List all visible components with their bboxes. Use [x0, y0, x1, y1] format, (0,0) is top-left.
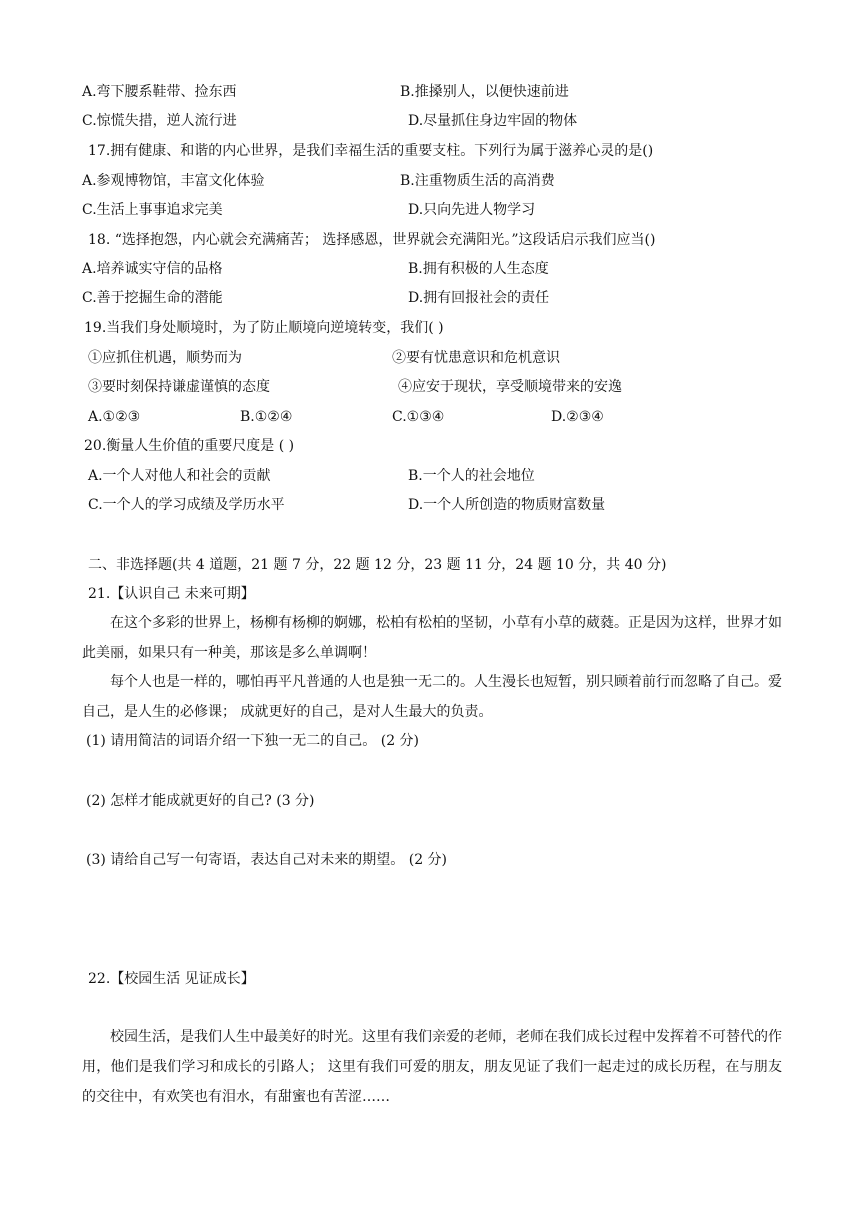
- q19-option-d: D.②③④: [551, 409, 604, 425]
- q19-statement-3: ③要时刻保持谦虚谨慎的态度: [88, 379, 270, 395]
- q20-option-b: B.一个人的社会地位: [408, 468, 535, 484]
- q17-option-a: A.参观博物馆，丰富文化体验: [82, 173, 265, 189]
- q21-paragraph-1: 在这个多彩的世界上，杨柳有杨柳的婀娜，松柏有松柏的坚韧，小草有小草的葳蕤。正是因为这样，世界才如此美丽，如果只有一种美，那该是多么单调啊！: [82, 615, 782, 661]
- q21-subquestion-3: (3) 请给自己写一句寄语，表达自己对未来的期望。 (2 分): [86, 852, 448, 868]
- q16-option-c: C.惊慌失措，逆人流行进: [82, 113, 237, 129]
- q19-statement-4: ④应安于现状，享受顺境带来的安逸: [398, 379, 622, 395]
- q20-option-a: A.一个人对他人和社会的贡献: [88, 468, 271, 484]
- q20-stem: 20.衡量人生价值的重要尺度是 ( ): [84, 438, 295, 454]
- q18-stem: 18. “选择抱怨，内心就会充满痛苦； 选择感恩，世界就会充满阳光。”这段话启示我们应当(): [88, 232, 656, 248]
- q21-title: 21.【认识自己 未来可期】: [88, 586, 255, 602]
- q20-option-c: C.一个人的学习成绩及学历水平: [88, 497, 285, 513]
- q18-option-d: D.拥有回报社会的责任: [408, 290, 550, 306]
- q16-option-d: D.尽量抓住身边牢固的物体: [408, 113, 578, 129]
- q19-statement-1: ①应抓住机遇，顺势而为: [88, 350, 242, 366]
- q17-option-c: C.生活上事事追求完美: [82, 202, 223, 218]
- q19-statement-2: ②要有忧患意识和危机意识: [392, 350, 560, 366]
- q21-subquestion-1: (1) 请用简洁的词语介绍一下独一无二的自己。 (2 分): [86, 733, 420, 749]
- q19-stem: 19.当我们身处顺境时，为了防止顺境向逆境转变，我们( ): [84, 320, 444, 336]
- q19-option-c: C.①③④: [392, 409, 445, 425]
- q17-option-d: D.只向先进人物学习: [408, 202, 536, 218]
- q20-option-d: D.一个人所创造的物质财富数量: [408, 497, 606, 513]
- q19-option-b: B.①②④: [240, 409, 293, 425]
- q21-subquestion-2: (2) 怎样才能成就更好的自己? (3 分): [86, 793, 315, 809]
- q16-option-b: B.推搡别人，以便快速前进: [400, 84, 569, 100]
- q17-stem: 17.拥有健康、和谐的内心世界，是我们幸福生活的重要支柱。下列行为属于滋养心灵的是(): [88, 143, 654, 159]
- q22-title: 22.【校园生活 见证成长】: [88, 971, 255, 987]
- section-heading: 二、非选择题(共 4 道题，21 题 7 分，22 题 12 分，23 题 11 分，24 题 10 分，共 40 分): [88, 557, 667, 573]
- q16-option-a: A.弯下腰系鞋带、捡东西: [82, 84, 237, 100]
- q18-option-c: C.善于挖掘生命的潜能: [82, 290, 223, 306]
- q19-option-a: A.①②③: [88, 409, 141, 425]
- q17-option-b: B.注重物质生活的高消费: [400, 173, 555, 189]
- q18-option-b: B.拥有积极的人生态度: [408, 261, 549, 277]
- q22-paragraph-1: 校园生活，是我们人生中最美好的时光。这里有我们亲爱的老师，老师在我们成长过程中发挥着不可替代的作用，他们是我们学习和成长的引路人； 这里有我们可爱的朋友，朋友见证了我们一起走过的成长历程，在与朋友的交往中，有欢笑也有泪水，有甜蜜也有苦涩……: [82, 1029, 782, 1105]
- q18-option-a: A.培养诚实守信的品格: [82, 261, 223, 277]
- q21-paragraph-2: 每个人也是一样的，哪怕再平凡普通的人也是独一无二的。人生漫长也短暂，别只顾着前行而忽略了自己。爱自己，是人生的必修课； 成就更好的自己，是对人生最大的负责。: [82, 674, 782, 720]
